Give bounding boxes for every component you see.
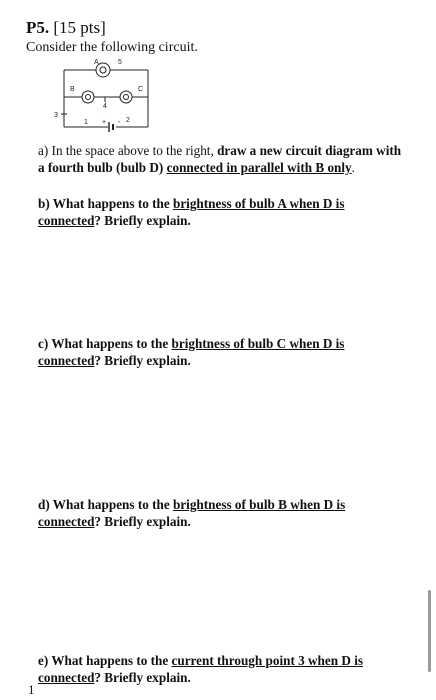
question-d-letter: d): [38, 497, 50, 512]
label-a: A: [94, 59, 99, 66]
question-d: [38, 496, 408, 530]
question-b-letter: b): [38, 196, 50, 211]
question-c-text-1: What happens to the: [51, 336, 172, 351]
label-2: 2: [126, 117, 130, 124]
question-d-text-1: What happens to the: [52, 497, 173, 512]
question-d-text-2: brightness of bulb B when D is connected: [38, 497, 346, 529]
problem-id: P5.: [26, 18, 50, 37]
question-b: [38, 195, 408, 229]
question-e: [38, 652, 408, 686]
label-5: 5: [118, 59, 122, 66]
intro-text: Consider the following circuit.: [26, 40, 198, 55]
label-b: B: [70, 86, 75, 93]
question-a-text-1: In the space above to the right,: [51, 143, 218, 158]
problem-title: [26, 18, 106, 38]
scrollbar-thumb[interactable]: [428, 590, 431, 672]
question-e-letter: e): [38, 653, 49, 668]
question-c-text-3: ? Briefly explain.: [94, 353, 191, 368]
bulb-b-icon: [82, 91, 94, 103]
problem-points: [15 pts]: [53, 18, 106, 37]
question-c-letter: c): [38, 336, 49, 351]
bulb-b-filament: [86, 95, 91, 100]
question-b-text-2: brightness of bulb A when D is connected: [38, 196, 345, 228]
bulb-c-icon: [120, 91, 132, 103]
bulb-c-filament: [124, 95, 129, 100]
question-a-text-4: .: [351, 160, 355, 175]
label-c: C: [138, 86, 144, 93]
label-minus: -: [118, 119, 121, 126]
question-c-text-2: brightness of bulb C when D is connected: [38, 336, 345, 368]
label-1: 1: [84, 119, 88, 126]
label-plus: +: [102, 119, 107, 126]
label-3: 3: [54, 112, 58, 119]
question-e-text-2: current through point 3 when D is connected: [38, 653, 363, 685]
question-b-text-1: What happens to the: [52, 196, 173, 211]
label-4: 4: [103, 103, 107, 110]
question-b-text-3: ? Briefly explain.: [94, 213, 191, 228]
question-c: [38, 335, 408, 369]
question-a-letter: a): [38, 143, 49, 158]
page-number: 1: [28, 682, 35, 697]
circuit-diagram: [54, 56, 168, 136]
question-a-text-3: connected in parallel with B only: [166, 160, 352, 175]
question-e-text-1: What happens to the: [51, 653, 172, 668]
question-d-text-3: ? Briefly explain.: [94, 514, 191, 529]
question-e-text-3: ? Briefly explain.: [94, 670, 191, 685]
bulb-a-filament: [100, 67, 106, 73]
question-a: [38, 142, 408, 176]
question-a-text-2: draw a new circuit diagram with a fourth bulb (bulb D): [38, 143, 402, 175]
